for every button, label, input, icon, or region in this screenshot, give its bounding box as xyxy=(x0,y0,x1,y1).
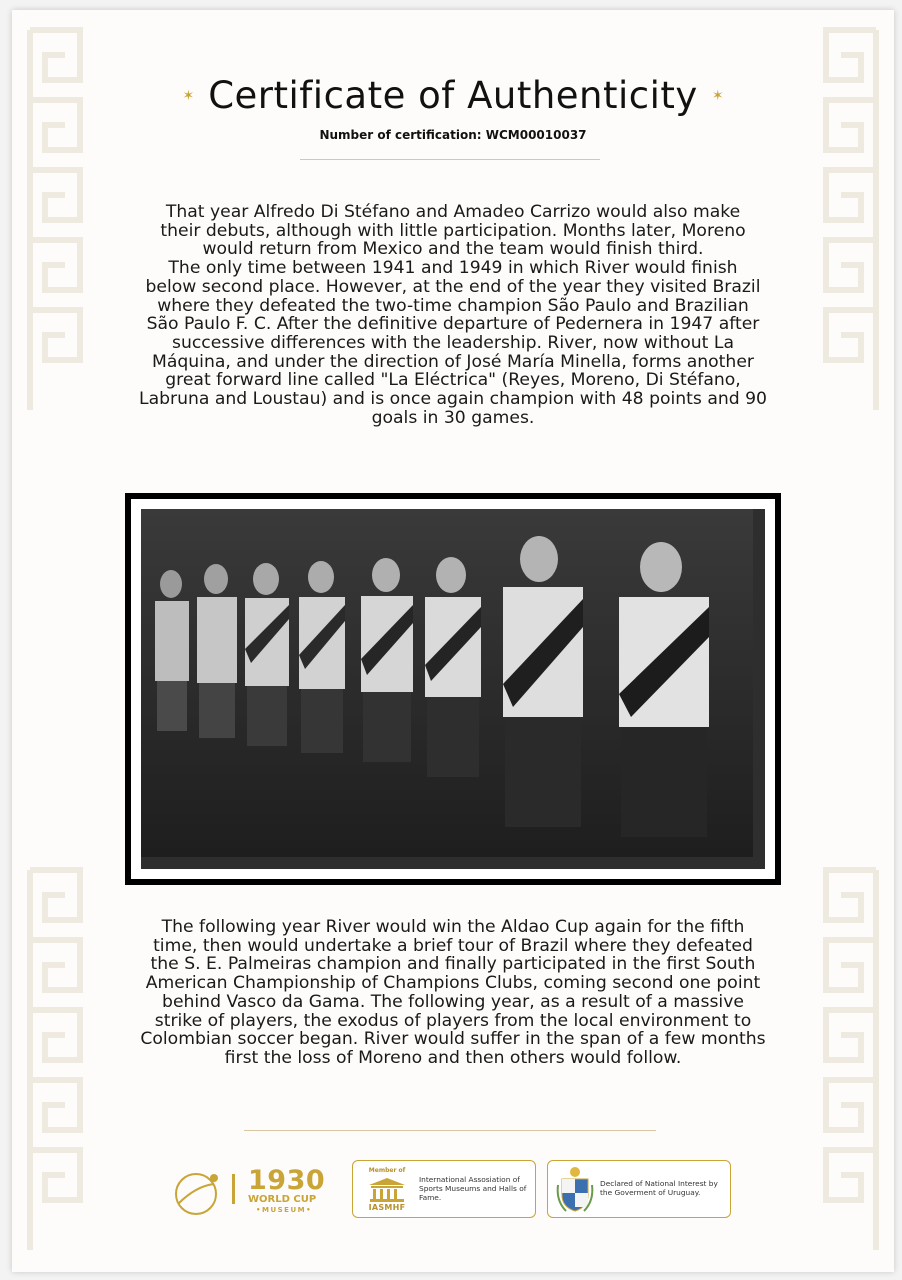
text-line: That year Alfredo Di Stéfano and Amadeo Carrizo would also make xyxy=(165,202,741,222)
uruguay-text: Declared of National Interest by the Goverment of Uruguay. xyxy=(600,1179,718,1197)
text-line: time, then would undertake a brief tour of Brazil where they defeated xyxy=(153,935,753,956)
ball-icon xyxy=(170,1166,230,1218)
text-line: their debuts, although with little participation. Months later, Moreno xyxy=(160,220,746,241)
certification-number: Number of certification: WCM00010037 xyxy=(319,128,587,142)
text-line: The only time between 1941 and 1949 in which River would finish xyxy=(168,258,738,279)
text-line: strike of players, the exodus of players from the local environment to xyxy=(154,1010,752,1031)
paragraph-top xyxy=(108,203,798,427)
star-icon: ✶ xyxy=(711,87,724,104)
title-row xyxy=(12,74,894,117)
text-line: where they defeated the two-time champion São Paulo and Brazilian xyxy=(157,295,749,316)
text-line: goals in 30 games. xyxy=(371,407,535,428)
photo-frame xyxy=(125,493,781,885)
divider-top xyxy=(300,159,600,160)
text-line: behind Vasco da Gama. The following year, as a result of a massive xyxy=(162,991,744,1012)
text-line: São Paulo F. C. After the definitive departure of Pedernera in 1947 after xyxy=(146,314,760,335)
text-line: the S. E. Palmeiras champion and finally participated in the first South xyxy=(150,954,756,975)
text-line: great forward line called "La Eléctrica" (Reyes, Moreno, Di Stéfano, xyxy=(165,370,741,391)
text-line: would return from Mexico and the team would finish third. xyxy=(202,239,704,260)
paragraph-bottom xyxy=(108,918,798,1068)
logo-divider xyxy=(232,1174,235,1204)
divider-bottom xyxy=(244,1130,656,1131)
iasmhf-acronym: IASMHF xyxy=(368,1203,406,1212)
text-line: below second place. However, at the end of the year they visited Brazil xyxy=(145,276,761,297)
star-icon: ✶ xyxy=(182,87,195,104)
text-line: successive differences with the leadership. River, now without La xyxy=(172,332,734,353)
text-line: Labruna and Loustau) and is once again champion with 48 points and 90 xyxy=(139,389,767,410)
text-line: Máquina, and under the direction of José María Minella, forms another xyxy=(152,351,754,372)
museum-line2: •MUSEUM• xyxy=(256,1206,313,1214)
uruguay-badge xyxy=(547,1160,731,1218)
museum-wordmark xyxy=(248,1165,326,1215)
iasmhf-badge xyxy=(352,1160,536,1218)
museum-building-icon xyxy=(367,1177,407,1203)
certificate-title: Certificate of Authenticity xyxy=(208,74,698,117)
iasmhf-text: International Assosiation of Sports Museums and Halls of Fame. xyxy=(419,1175,527,1202)
text-line: American Championship of Champions Clubs, coming second one point xyxy=(145,973,761,994)
footer xyxy=(12,1160,894,1230)
text-line: The following year River would win the Aldao Cup again for the fifth xyxy=(161,917,745,937)
coat-of-arms-icon xyxy=(556,1165,594,1213)
iasmhf-member-of: Member of xyxy=(368,1167,406,1174)
museum-line1: WORLD CUP xyxy=(248,1194,317,1205)
museum-year: 1930 xyxy=(248,1165,326,1196)
certificate-page xyxy=(12,10,894,1272)
text-line: first the loss of Moreno and then others would follow. xyxy=(224,1047,682,1068)
text-line: Colombian soccer began. River would suffer in the span of a few months xyxy=(140,1029,766,1050)
team-photo xyxy=(141,509,765,869)
